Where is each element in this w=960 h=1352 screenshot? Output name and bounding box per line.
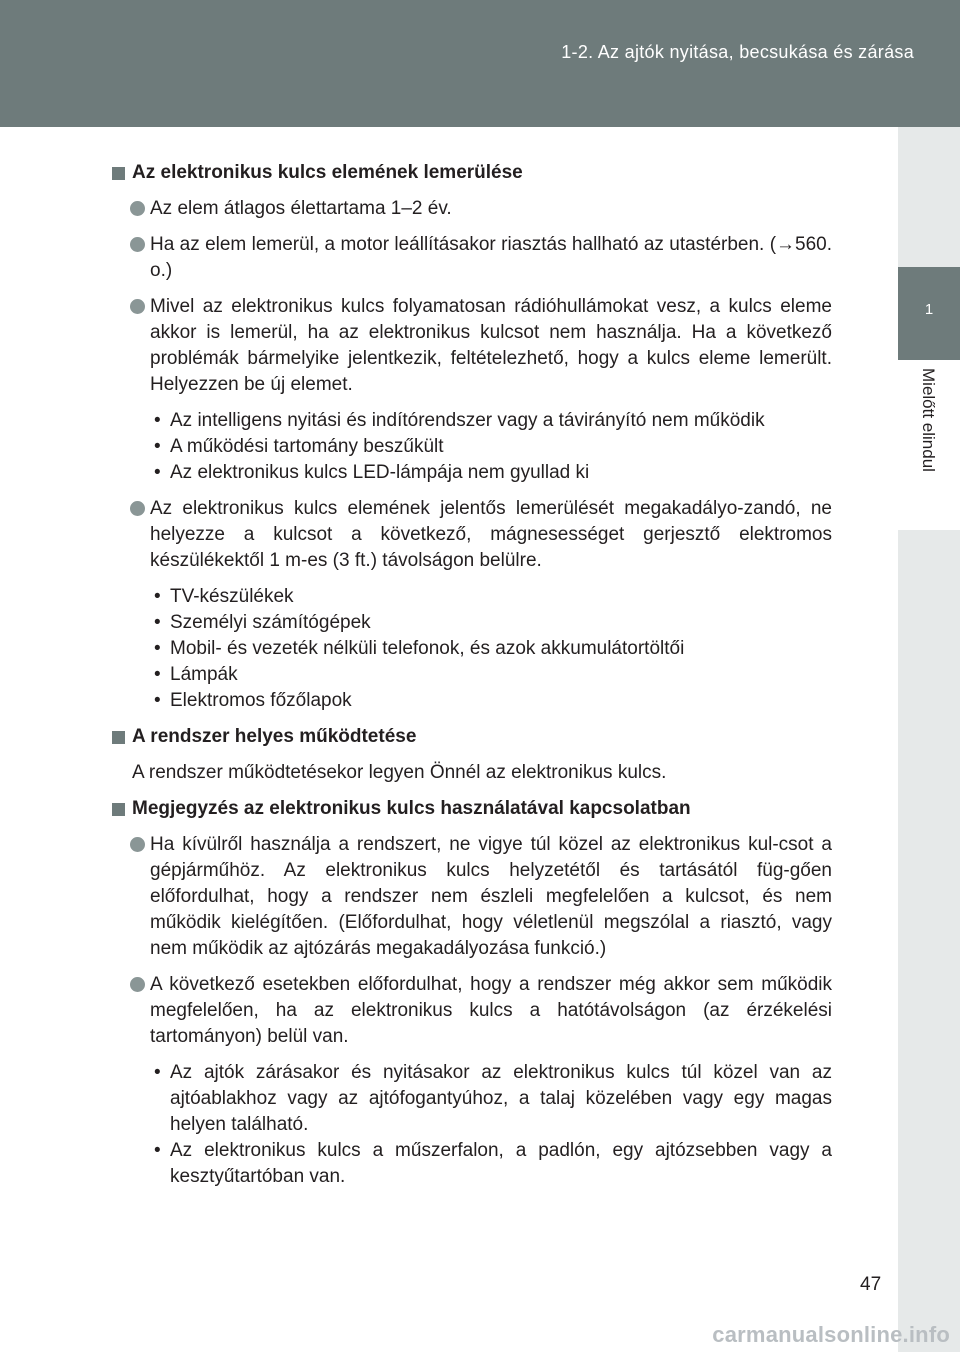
section-heading: A rendszer helyes működtetése: [110, 724, 832, 750]
circle-bullet-icon: [130, 237, 145, 252]
sub-list-item: • Az ajtók zárásakor és nyitásakor az elektronikus kulcs túl közel van az ajtóablakhoz vagy az ajtófogantyúhoz, a talaj közelében vagy egy magas helyen található.: [154, 1062, 832, 1135]
sub-list-item: • A működési tartomány beszűkült: [154, 436, 444, 457]
page-content: [110, 160, 832, 1200]
sub-list-item: • Az intelligens nyitási és indítórendszer vagy a távirányító nem működik: [154, 410, 765, 431]
circle-bullet-icon: [130, 299, 145, 314]
sub-list: [110, 1060, 832, 1190]
list-item: A következő esetekben előfordulhat, hogy a rendszer még akkor sem működik megfelelően, ha az elektronikus kulcs a hatótávolságon (az érzékelési tartományon) belül van.: [110, 972, 832, 1050]
sub-list-item: • Elektromos főzőlapok: [154, 690, 352, 711]
sub-list-item: • Személyi számítógépek: [154, 612, 371, 633]
sub-list-item: • Mobil- és vezeték nélküli telefonok, és azok akkumulátortöltői: [154, 638, 685, 659]
chapter-number: 1: [924, 301, 934, 318]
sub-list: [110, 584, 832, 714]
list-item: Ha az elem lemerül, a motor leállításakor riasztás hallható az utastérben. (→560. o.): [110, 232, 832, 284]
list-item: Az elem átlagos élettartama 1–2 év.: [110, 196, 832, 222]
circle-bullet-icon: [130, 501, 145, 516]
list-item: Mivel az elektronikus kulcs folyamatosan rádióhullámokat vesz, a kulcs eleme akkor is lemerül, ha az elektronikus kulcsot nem használja. Ha a következő problémák bármelyike jelentkezik, feltételezhető, hogy a kulcs eleme lemerült. Helyezzen be új elemet.: [110, 294, 832, 398]
circle-bullet-icon: [130, 977, 145, 992]
sub-list-item: • TV-készülékek: [154, 586, 294, 607]
sub-list-item: • Lámpák: [154, 664, 238, 685]
square-bullet-icon: [112, 167, 125, 180]
page-number: 47: [860, 1274, 882, 1295]
watermark: carmanualsonline.info: [712, 1322, 950, 1347]
page-header: [0, 0, 960, 127]
header-title: 1-2. Az ajtók nyitása, becsukása és zárása: [561, 42, 914, 62]
square-bullet-icon: [112, 731, 125, 744]
chapter-label: Mielőtt elindul: [919, 368, 938, 472]
paragraph: A rendszer működtetésekor legyen Önnél az elektronikus kulcs.: [132, 762, 667, 783]
sub-list-item: • Az elektronikus kulcs LED-lámpája nem gyullad ki: [154, 462, 590, 483]
sub-list-item: • Az elektronikus kulcs a műszerfalon, a padlón, egy ajtózsebben vagy a kesztyűtartóban van.: [154, 1140, 832, 1187]
section-heading: Megjegyzés az elektronikus kulcs használatával kapcsolatban: [110, 796, 832, 822]
section-heading: Az elektronikus kulcs elemének lemerülése: [110, 160, 832, 186]
chapter-label-box: [898, 360, 960, 530]
square-bullet-icon: [112, 803, 125, 816]
list-item: Az elektronikus kulcs elemének jelentős lemerülését megakadályo-zandó, ne helyezze a kulcsot a következő, mágnesességet gerjesztő elektromos készülékektől 1 m-es (3 ft.) távolságon belülre.: [110, 496, 832, 574]
circle-bullet-icon: [130, 201, 145, 216]
chapter-tab: [898, 267, 960, 360]
list-item: Ha kívülről használja a rendszert, ne vigye túl közel az elektronikus kul-csot a gépjárműhöz. Az elektronikus kulcs helyzetétől és tartásától füg-gően előfordulhat, hogy a rendszer nem észleli megfelelően a kulcsot, és nem működik kielégítően. (Előfordulhat, hogy véletlenül megszólal a riasztó, vagy nem működik az ajtózárás megakadályozása funkció.): [110, 832, 832, 962]
circle-bullet-icon: [130, 837, 145, 852]
sub-list: [110, 408, 832, 486]
